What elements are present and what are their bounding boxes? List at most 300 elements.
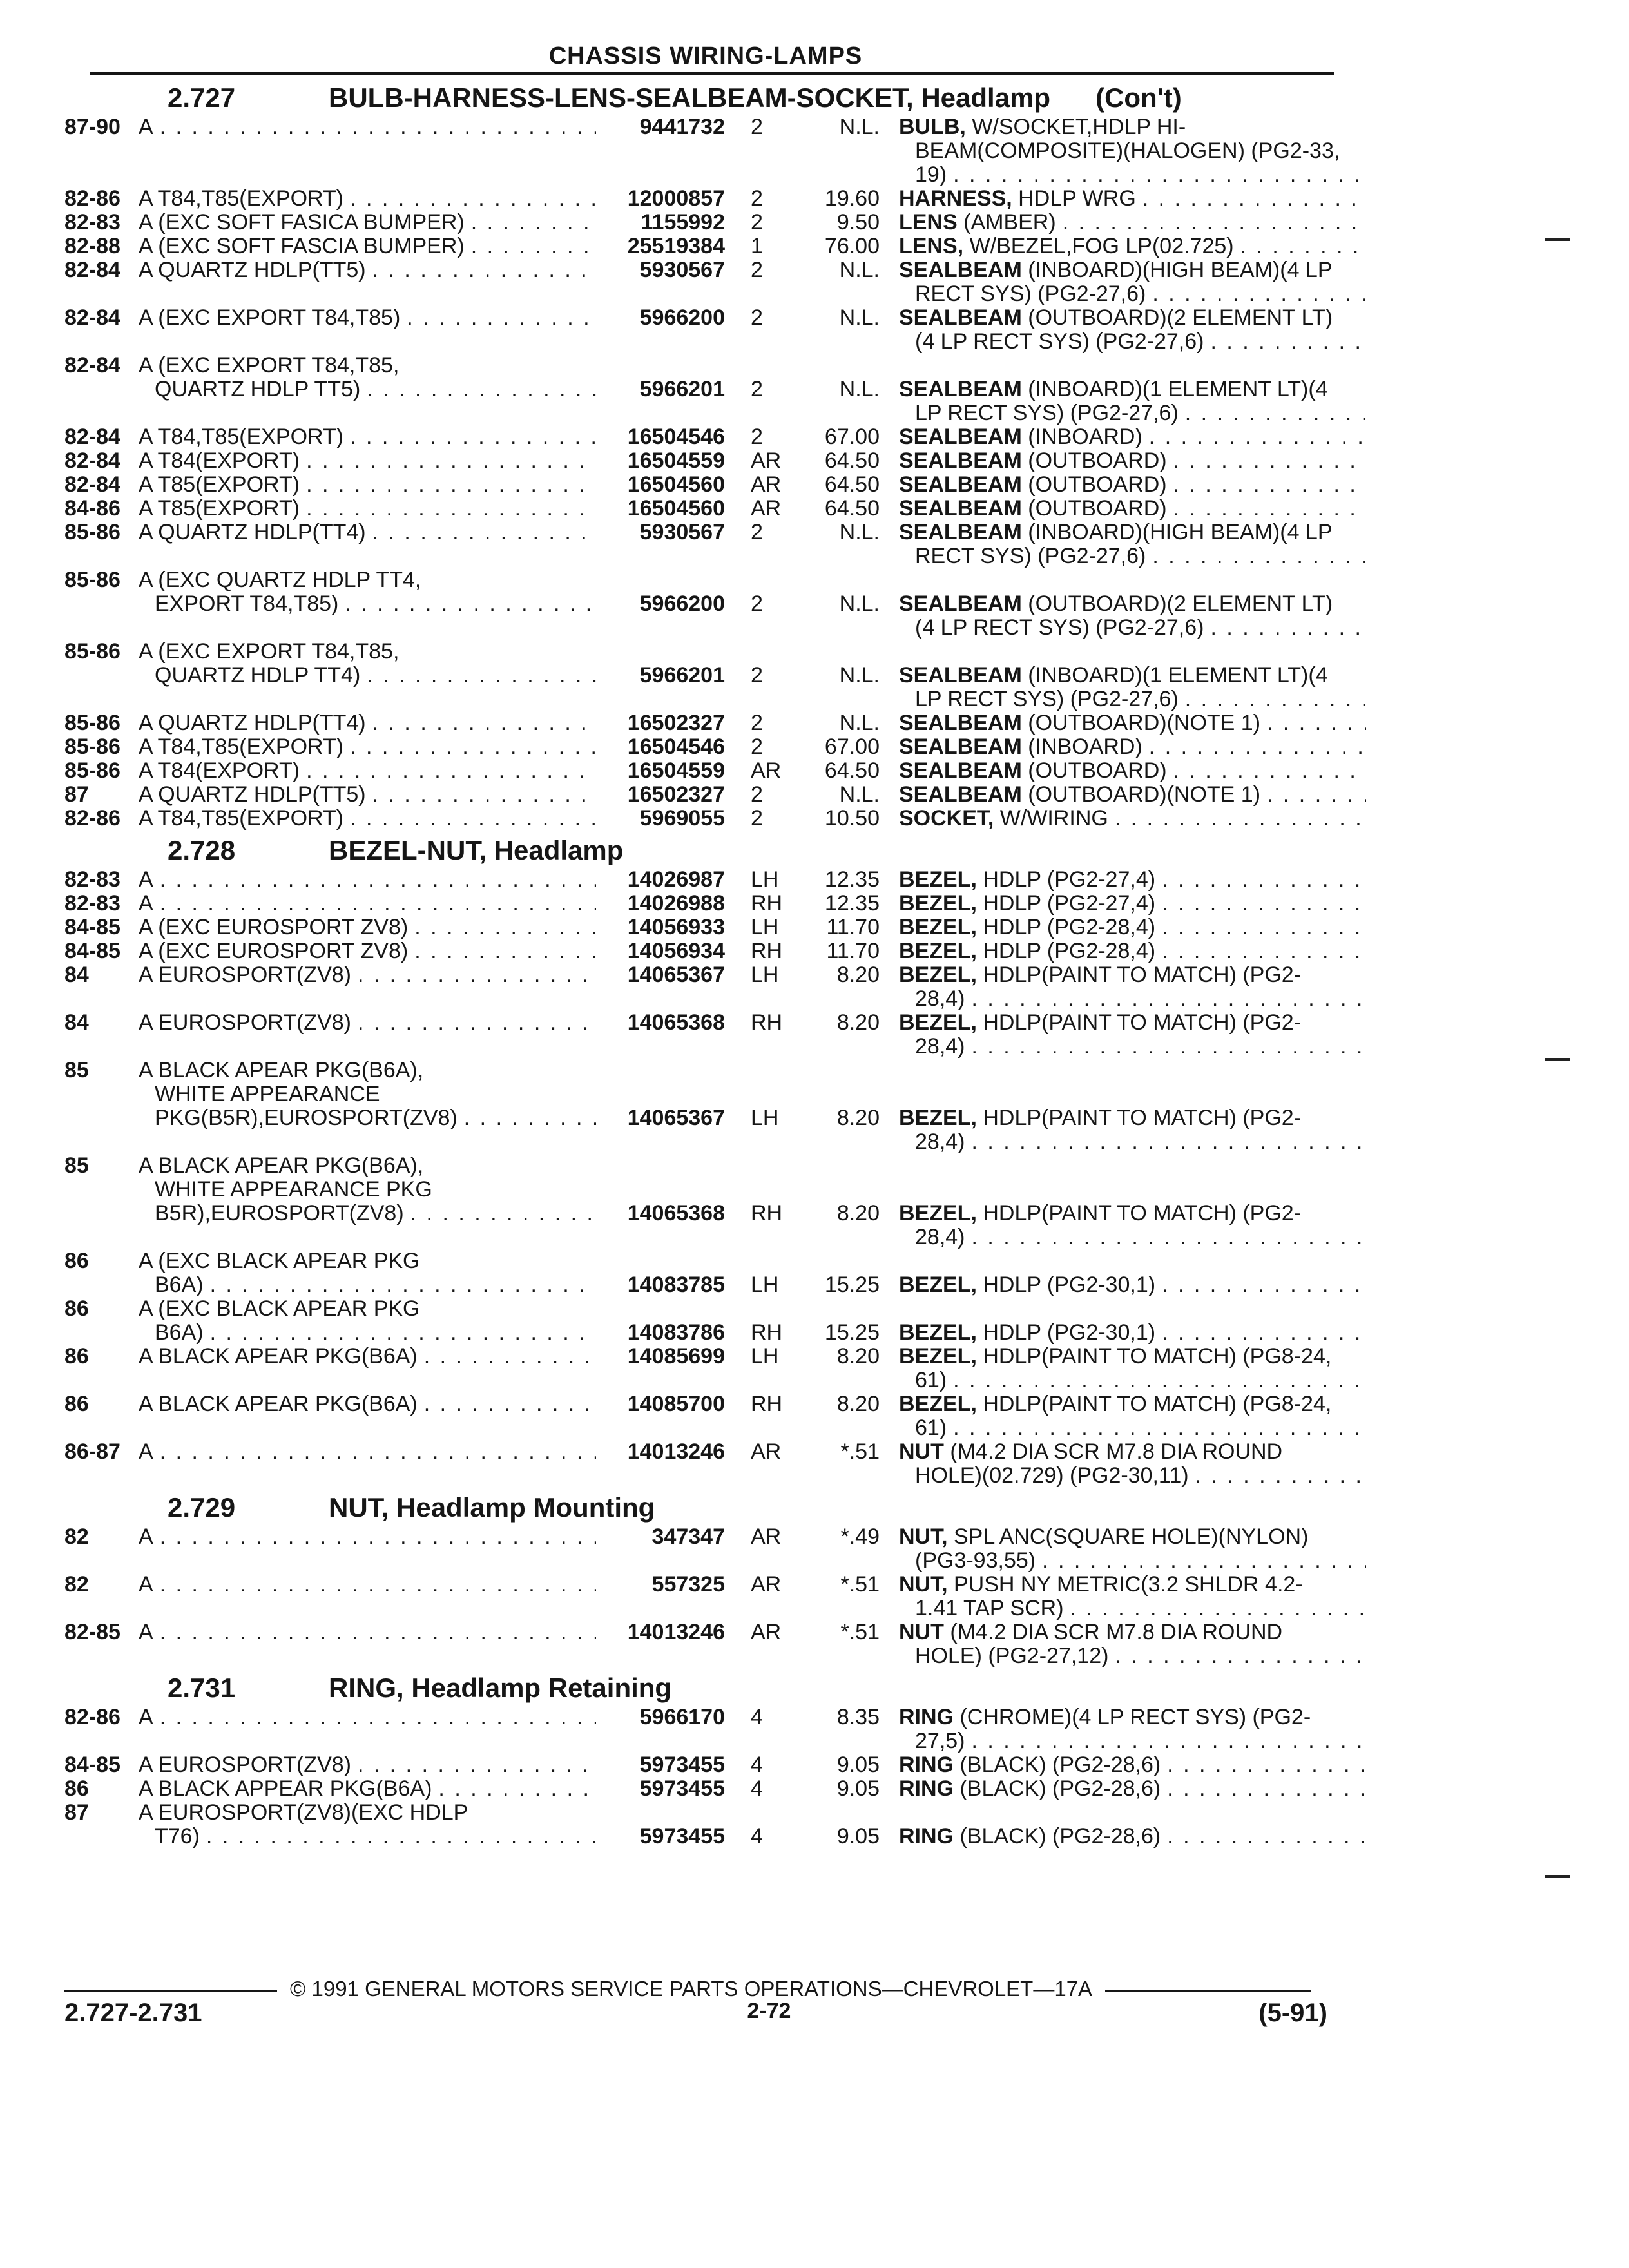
price: 8.20 xyxy=(836,1106,880,1130)
part-number: 14056933 xyxy=(627,915,725,939)
part-name-text: HOLE) (PG2-27,12) xyxy=(915,1644,1109,1668)
leader-dots xyxy=(306,449,596,473)
leader-dots xyxy=(350,807,596,831)
model-years: 86 xyxy=(64,1392,89,1416)
part-name-text: (OUTBOARD)(2 ELEMENT LT) xyxy=(1021,591,1333,616)
part-name-text: BEAM(COMPOSITE)(HALOGEN) (PG2-33, xyxy=(915,139,1340,163)
price: *.51 xyxy=(840,1439,880,1464)
part-name-text: 19) xyxy=(915,162,947,187)
price: 9.05 xyxy=(836,1753,880,1777)
model-years: 84-85 xyxy=(64,915,120,939)
part-name-text: HDLP(PAINT TO MATCH) (PG2- xyxy=(976,1010,1302,1035)
model-years: 84 xyxy=(64,1010,89,1035)
price: 12.35 xyxy=(824,867,880,892)
section-heading xyxy=(64,834,1334,867)
part-name-text: 61) xyxy=(915,1368,947,1392)
page-header: CHASSIS WIRING-LAMPS xyxy=(548,43,863,70)
parts-row xyxy=(64,759,1334,783)
application-text: A xyxy=(139,891,153,916)
leader-dots xyxy=(160,1440,596,1464)
parts-row xyxy=(64,1801,1334,1849)
part-number: 9441732 xyxy=(639,115,725,139)
application-description xyxy=(139,711,783,735)
part-name-text: HDLP(PAINT TO MATCH) (PG2- xyxy=(976,1201,1302,1225)
leader-dots xyxy=(1152,282,1366,306)
leader-dots xyxy=(1173,497,1366,521)
leader-dots xyxy=(1167,1777,1366,1801)
part-number: 16504546 xyxy=(627,425,725,449)
part-name-text: 27,5) xyxy=(915,1729,965,1753)
application-description xyxy=(139,939,783,963)
parts-row xyxy=(64,916,1334,939)
price: 8.20 xyxy=(836,1010,880,1035)
quantity: AR xyxy=(751,1524,782,1549)
part-number: 1155992 xyxy=(641,210,725,235)
part-keyword: BEZEL, xyxy=(899,867,977,892)
parts-row xyxy=(64,306,1334,354)
part-name-text: (OUTBOARD) xyxy=(1021,758,1167,783)
part-name xyxy=(899,473,1366,497)
application-text: A xyxy=(139,1705,153,1729)
model-years: 86 xyxy=(64,1776,89,1801)
price: 8.20 xyxy=(836,963,880,987)
quantity: RH xyxy=(751,891,783,916)
part-number: 5973455 xyxy=(639,1824,725,1849)
part-name xyxy=(899,1202,1366,1249)
quantity: 2 xyxy=(751,711,763,735)
part-keyword: BEZEL, xyxy=(899,1320,977,1345)
part-name xyxy=(899,807,1366,831)
price: *.49 xyxy=(840,1524,880,1549)
parts-row xyxy=(64,115,1340,187)
leader-dots xyxy=(372,258,596,282)
quantity: 2 xyxy=(751,210,763,235)
price: N.L. xyxy=(839,258,880,282)
application-text: A BLACK APEAR PKG(B6A), xyxy=(139,1058,424,1082)
quantity: 2 xyxy=(751,305,763,330)
price: N.L. xyxy=(839,520,880,544)
parts-catalog-page xyxy=(64,43,1340,1849)
part-name xyxy=(899,115,1366,187)
leader-dots xyxy=(424,1392,596,1416)
leader-dots xyxy=(1173,449,1366,473)
model-years: 82-85 xyxy=(64,1620,120,1644)
leader-dots xyxy=(1173,759,1366,783)
leader-dots xyxy=(1162,868,1366,892)
part-number: 14056934 xyxy=(627,939,725,963)
model-years: 82-84 xyxy=(64,353,120,378)
model-years: 84-85 xyxy=(64,1753,120,1777)
application-text: A (EXC BLACK APEAR PKG xyxy=(139,1296,420,1321)
leader-dots xyxy=(1162,916,1366,939)
quantity: LH xyxy=(751,1106,779,1130)
application-text: A QUARTZ HDLP(TT5) xyxy=(139,258,366,282)
price: 10.50 xyxy=(824,806,880,831)
price: N.L. xyxy=(839,782,880,807)
application-description xyxy=(139,211,783,235)
part-name-text: (OUTBOARD)(NOTE 1) xyxy=(1021,782,1261,807)
leader-dots xyxy=(1185,687,1366,711)
footer-page-number: 2-72 xyxy=(747,1999,791,2023)
part-number: 14013246 xyxy=(627,1439,725,1464)
leader-dots xyxy=(407,306,596,330)
leader-dots xyxy=(424,1345,596,1369)
application-description xyxy=(139,258,783,282)
part-keyword: RING xyxy=(899,1824,954,1849)
part-keyword: NUT xyxy=(899,1620,944,1644)
part-number: 16504559 xyxy=(627,758,725,783)
application-description xyxy=(139,735,783,759)
model-years: 82-84 xyxy=(64,448,120,473)
quantity: AR xyxy=(751,1439,782,1464)
part-number: 14065368 xyxy=(627,1201,725,1225)
application-description xyxy=(139,568,783,616)
parts-row xyxy=(64,1620,1334,1668)
leader-dots xyxy=(160,892,596,916)
price: 9.05 xyxy=(836,1776,880,1801)
application-text: A xyxy=(139,1524,153,1549)
parts-row xyxy=(64,1440,1334,1488)
price: 12.35 xyxy=(824,891,880,916)
part-name-text: 28,4) xyxy=(915,986,965,1011)
part-name-text: HDLP (PG2-30,1) xyxy=(976,1273,1156,1297)
leader-dots xyxy=(1267,711,1366,735)
part-name-text: (PG3-93,55) xyxy=(915,1548,1036,1573)
part-name xyxy=(899,521,1366,568)
price: 8.20 xyxy=(836,1344,880,1369)
price: 15.25 xyxy=(824,1273,880,1297)
part-number: 16504559 xyxy=(627,448,725,473)
price: 64.50 xyxy=(824,758,880,783)
part-number: 5966170 xyxy=(639,1705,725,1729)
application-text: A (EXC EXPORT T84,T85) xyxy=(139,305,401,330)
application-description xyxy=(139,916,783,939)
model-years: 85 xyxy=(64,1153,89,1178)
application-text: A EUROSPORT(ZV8) xyxy=(139,1753,351,1777)
leader-dots xyxy=(438,1777,596,1801)
price: N.L. xyxy=(839,591,880,616)
quantity: RH xyxy=(751,939,783,963)
price: 8.20 xyxy=(836,1201,880,1225)
price: 9.50 xyxy=(836,210,880,235)
leader-dots xyxy=(1210,616,1366,640)
leader-dots xyxy=(1149,425,1366,449)
model-years: 85 xyxy=(64,1058,89,1082)
quantity: AR xyxy=(751,472,782,497)
application-text: B6A) xyxy=(155,1320,204,1345)
part-number: 12000857 xyxy=(627,186,725,211)
parts-row xyxy=(64,521,1334,568)
part-keyword: SEALBEAM xyxy=(899,663,1022,687)
part-name-text: (M4.2 DIA SCR M7.8 DIA ROUND xyxy=(943,1620,1283,1644)
application-text: A T85(EXPORT) xyxy=(139,496,300,521)
leader-dots xyxy=(160,1525,596,1549)
model-years: 84-86 xyxy=(64,496,120,521)
part-keyword: LENS xyxy=(899,210,958,235)
price: 64.50 xyxy=(824,496,880,521)
parts-row xyxy=(64,1011,1334,1059)
application-text: T76) xyxy=(155,1824,200,1849)
application-text: WHITE APPEARANCE xyxy=(155,1082,380,1106)
part-number: 14065368 xyxy=(627,1010,725,1035)
part-keyword: SEALBEAM xyxy=(899,782,1022,807)
quantity: 4 xyxy=(751,1776,763,1801)
parts-row xyxy=(64,1777,1334,1801)
part-keyword: SEALBEAM xyxy=(899,758,1022,783)
parts-row xyxy=(64,1297,1334,1345)
part-number: 14065367 xyxy=(627,963,725,987)
part-number: 14083785 xyxy=(627,1273,725,1297)
price: N.L. xyxy=(839,305,880,330)
leader-dots xyxy=(1115,1644,1366,1668)
leader-dots xyxy=(306,759,596,783)
leader-dots xyxy=(464,1106,596,1130)
part-keyword: LENS, xyxy=(899,234,964,258)
part-name-text: 28,4) xyxy=(915,1034,965,1059)
part-number: 16504560 xyxy=(627,472,725,497)
application-text: EXPORT T84,T85) xyxy=(155,591,339,616)
quantity: 2 xyxy=(751,520,763,544)
parts-row xyxy=(64,640,1334,711)
application-description xyxy=(139,1392,783,1416)
leader-dots xyxy=(1185,401,1366,425)
part-name xyxy=(899,592,1366,640)
application-text: A (EXC BLACK APEAR PKG xyxy=(139,1249,420,1273)
parts-row xyxy=(64,473,1334,497)
part-name-text: HDLP(PAINT TO MATCH) (PG8-24, xyxy=(976,1344,1332,1369)
part-name-text: HDLP(PAINT TO MATCH) (PG2- xyxy=(976,1106,1302,1130)
application-description xyxy=(139,235,783,258)
application-description xyxy=(139,1249,783,1297)
part-name xyxy=(899,963,1366,1011)
part-name-text: HDLP (PG2-28,4) xyxy=(976,915,1156,939)
quantity: AR xyxy=(751,758,782,783)
leader-dots xyxy=(160,115,596,139)
application-description xyxy=(139,425,783,449)
leader-dots xyxy=(1167,1825,1366,1849)
application-description xyxy=(139,449,783,473)
parts-row xyxy=(64,892,1334,916)
part-keyword: NUT, xyxy=(899,1572,948,1597)
part-name xyxy=(899,306,1366,354)
quantity: RH xyxy=(751,1201,783,1225)
part-keyword: BEZEL, xyxy=(899,1392,977,1416)
quantity: 2 xyxy=(751,425,763,449)
footer-rule-right xyxy=(1105,1990,1311,1992)
application-description xyxy=(139,187,783,211)
parts-row xyxy=(64,1753,1334,1777)
part-number: 14085700 xyxy=(627,1392,725,1416)
part-keyword: NUT, xyxy=(899,1524,948,1549)
footer-section-range: 2.727-2.731 xyxy=(64,1999,202,2027)
part-name xyxy=(899,1706,1366,1753)
application-text: A xyxy=(139,1572,153,1597)
parts-row xyxy=(64,211,1334,235)
part-name xyxy=(899,235,1366,258)
price: N.L. xyxy=(839,115,880,139)
model-years: 82-86 xyxy=(64,186,120,211)
model-years: 87-90 xyxy=(64,115,120,139)
quantity: 4 xyxy=(751,1824,763,1849)
leader-dots xyxy=(1240,235,1366,258)
leader-dots xyxy=(358,963,596,987)
part-number: 16502327 xyxy=(627,711,725,735)
price: N.L. xyxy=(839,663,880,687)
quantity: LH xyxy=(751,1273,779,1297)
part-name xyxy=(899,868,1366,892)
application-text: A EUROSPORT(ZV8) xyxy=(139,963,351,987)
quantity: RH xyxy=(751,1392,783,1416)
model-years: 86-87 xyxy=(64,1439,120,1464)
application-text: QUARTZ HDLP TT4) xyxy=(155,663,361,687)
application-description xyxy=(139,521,783,544)
part-number: 5930567 xyxy=(639,520,725,544)
part-name xyxy=(899,1753,1366,1777)
part-keyword: SOCKET, xyxy=(899,806,994,831)
application-text: A (EXC SOFT FASCIA BUMPER) xyxy=(139,234,465,258)
price: 64.50 xyxy=(824,472,880,497)
leader-dots xyxy=(372,783,596,807)
application-text: A T84,T85(EXPORT) xyxy=(139,735,344,759)
model-years: 82-83 xyxy=(64,210,120,235)
price: 8.35 xyxy=(836,1705,880,1729)
application-text: A T84,T85(EXPORT) xyxy=(139,186,344,211)
part-name-text: HDLP WRG xyxy=(1012,186,1136,211)
part-number: 25519384 xyxy=(627,234,725,258)
part-keyword: SEALBEAM xyxy=(899,258,1022,282)
application-description xyxy=(139,1706,783,1729)
model-years: 84 xyxy=(64,963,89,987)
application-description xyxy=(139,1059,783,1130)
part-name-text: LP RECT SYS) (PG2-27,6) xyxy=(915,401,1179,425)
application-text: A BLACK APEAR PKG(B6A), xyxy=(139,1153,424,1178)
price: 11.70 xyxy=(826,915,880,939)
model-years: 85-86 xyxy=(64,735,120,759)
footer-revision-date: (5-91) xyxy=(1258,1999,1327,2027)
part-name xyxy=(899,211,1366,235)
application-text: A xyxy=(139,867,153,892)
parts-row xyxy=(64,711,1334,735)
application-text: A T84(EXPORT) xyxy=(139,448,300,473)
leader-dots xyxy=(1162,892,1366,916)
leader-dots xyxy=(372,711,596,735)
part-number: 5966201 xyxy=(639,377,725,401)
application-description xyxy=(139,1154,783,1225)
price: N.L. xyxy=(839,377,880,401)
price: 19.60 xyxy=(824,186,880,211)
part-keyword: SEALBEAM xyxy=(899,305,1022,330)
model-years: 85-86 xyxy=(64,568,120,592)
model-years: 82-83 xyxy=(64,891,120,916)
part-name-text: (INBOARD)(1 ELEMENT LT)(4 xyxy=(1021,377,1328,401)
parts-row xyxy=(64,963,1334,1011)
application-text: A (EXC EUROSPORT ZV8) xyxy=(139,915,409,939)
part-number: 5930567 xyxy=(639,258,725,282)
leader-dots xyxy=(160,1706,596,1729)
part-name-text: (INBOARD) xyxy=(1021,425,1142,449)
leader-dots xyxy=(210,1321,596,1345)
application-text: A QUARTZ HDLP(TT5) xyxy=(139,782,366,807)
application-text: A EUROSPORT(ZV8)(EXC HDLP xyxy=(139,1800,468,1825)
section-heading xyxy=(64,1672,1334,1704)
part-name-text: (CHROME)(4 LP RECT SYS) (PG2- xyxy=(954,1705,1311,1729)
price: 64.50 xyxy=(824,448,880,473)
part-keyword: BEZEL, xyxy=(899,1201,977,1225)
parts-row xyxy=(64,1154,1334,1249)
quantity: 2 xyxy=(751,377,763,401)
leader-dots xyxy=(953,163,1366,187)
section-number: 2.731 xyxy=(168,1673,236,1703)
part-number: 16504560 xyxy=(627,496,725,521)
part-keyword: SEALBEAM xyxy=(899,711,1022,735)
part-name-text: (AMBER) xyxy=(957,210,1056,235)
parts-row xyxy=(64,807,1334,831)
part-name-text: (INBOARD)(1 ELEMENT LT)(4 xyxy=(1021,663,1328,687)
part-name-text: (OUTBOARD) xyxy=(1021,472,1167,497)
section-number: 2.728 xyxy=(168,835,236,865)
part-number: 5966200 xyxy=(639,591,725,616)
price: 8.20 xyxy=(836,1392,880,1416)
leader-dots xyxy=(1162,939,1366,963)
application-description xyxy=(139,640,783,687)
model-years: 82 xyxy=(64,1572,89,1597)
application-text: QUARTZ HDLP TT5) xyxy=(155,377,361,401)
part-name xyxy=(899,1777,1366,1801)
leader-dots xyxy=(972,987,1367,1011)
part-number: 5966200 xyxy=(639,305,725,330)
parts-row xyxy=(64,258,1334,306)
application-text: A BLACK APEAR PKG(B6A) xyxy=(139,1392,418,1416)
application-description xyxy=(139,868,783,892)
application-description xyxy=(139,1753,783,1777)
part-number: 16504546 xyxy=(627,735,725,759)
leader-dots xyxy=(953,1369,1366,1392)
leader-dots xyxy=(471,235,596,258)
section-title: BEZEL-NUT, Headlamp xyxy=(329,835,624,865)
parts-row xyxy=(64,783,1334,807)
part-name xyxy=(899,187,1366,211)
application-text: A (EXC EXPORT T84,T85, xyxy=(139,639,400,664)
part-name-text: (INBOARD) xyxy=(1021,735,1142,759)
part-keyword: BULB, xyxy=(899,115,966,139)
part-name-text: (OUTBOARD) xyxy=(1021,448,1167,473)
margin-tick xyxy=(1545,238,1570,241)
part-number: 557325 xyxy=(651,1572,725,1597)
leader-dots xyxy=(1142,187,1366,211)
part-name xyxy=(899,711,1366,735)
application-text: A T84(EXPORT) xyxy=(139,758,300,783)
part-name-text: PUSH NY METRIC(3.2 SHLDR 4.2- xyxy=(947,1572,1303,1597)
part-name-text: SPL ANC(SQUARE HOLE)(NYLON) xyxy=(947,1524,1309,1549)
catalog-sections xyxy=(64,82,1340,1849)
price: 11.70 xyxy=(826,939,880,963)
leader-dots xyxy=(306,473,596,497)
quantity: LH xyxy=(751,867,779,892)
part-name xyxy=(899,425,1366,449)
application-description xyxy=(139,1620,783,1644)
part-name-text: 61) xyxy=(915,1416,947,1440)
part-number: 14065367 xyxy=(627,1106,725,1130)
application-description xyxy=(139,1345,783,1369)
leader-dots xyxy=(350,425,596,449)
quantity: AR xyxy=(751,496,782,521)
quantity: 2 xyxy=(751,591,763,616)
leader-dots xyxy=(206,1825,596,1849)
part-name xyxy=(899,449,1366,473)
part-name xyxy=(899,1345,1366,1392)
application-description xyxy=(139,892,783,916)
application-text: B5R),EUROSPORT(ZV8) xyxy=(155,1201,404,1225)
